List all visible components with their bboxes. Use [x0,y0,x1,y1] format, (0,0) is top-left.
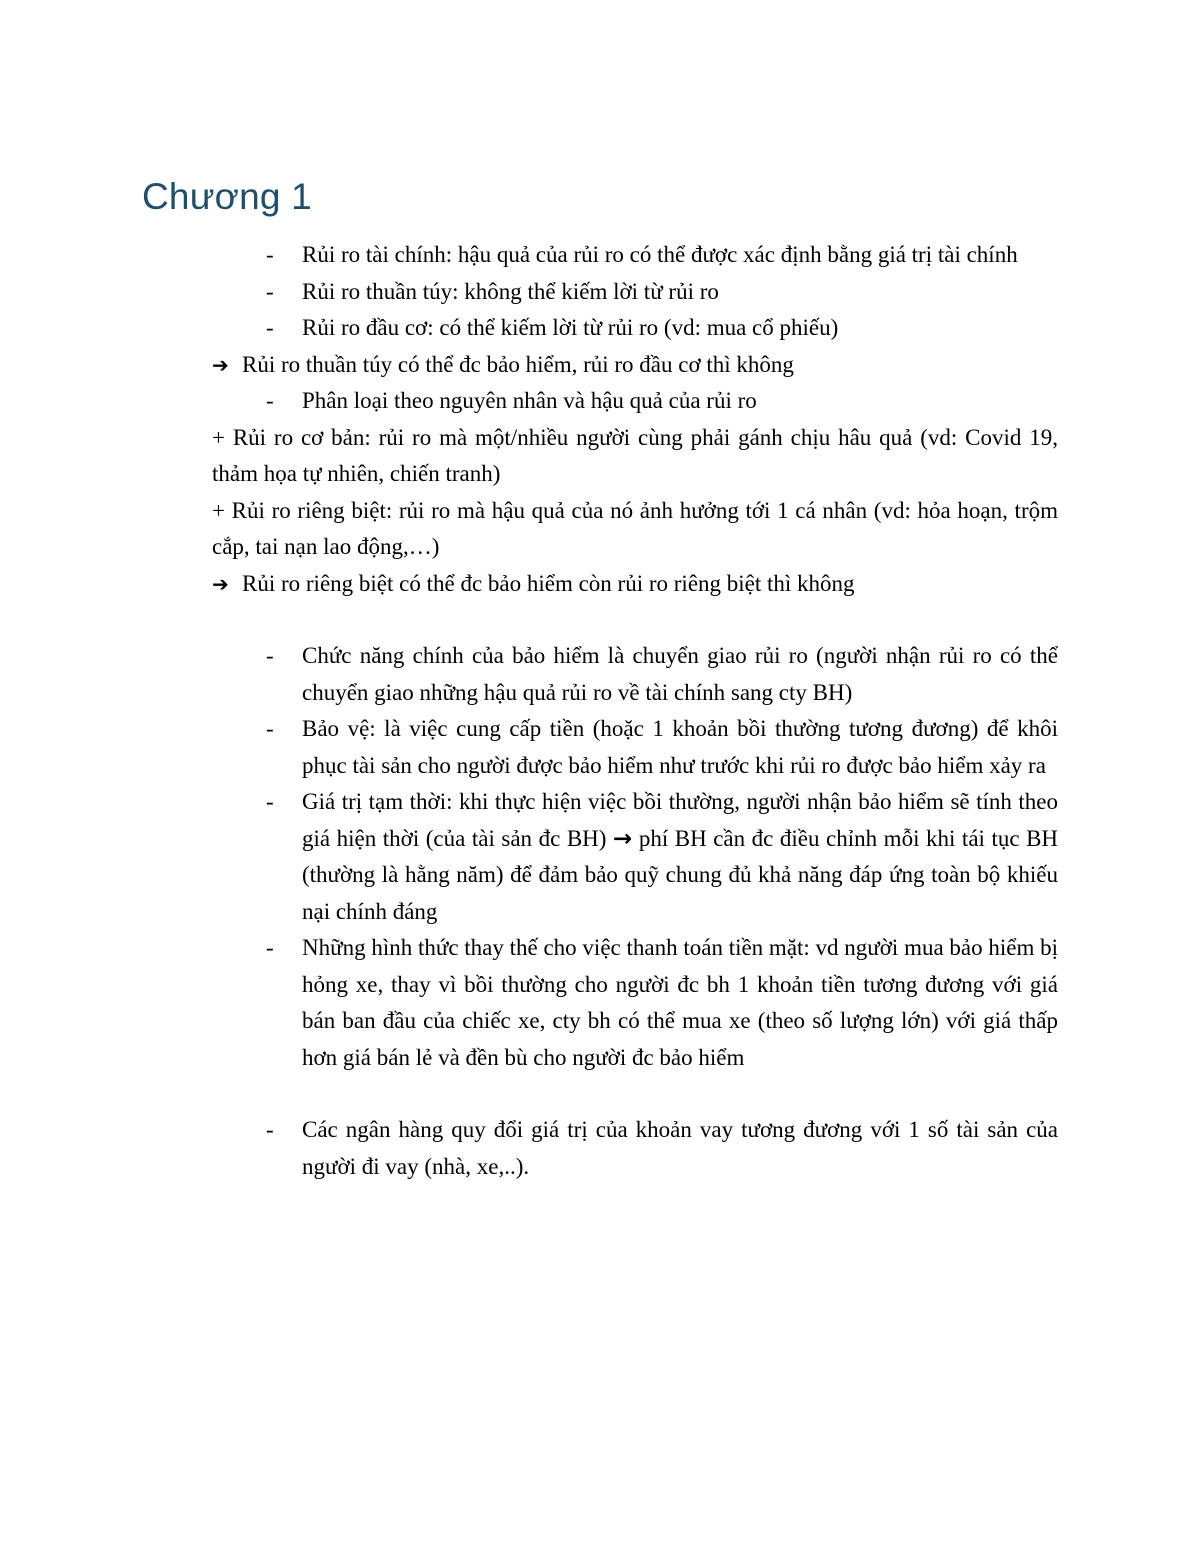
arrow-icon: ➔ [212,352,229,377]
dash-marker: - [266,242,274,267]
bullet-text: Những hình thức thay thế cho việc thanh toán tiền mặt: vd người mua bảo hiểm bị hỏng xe, thay vì bồi thường cho người đc bh 1 khoản tiền tương đương với giá bán ban đầu của chiếc xe, cty bh có thể mua xe (theo số lượng lớn) với giá thấp hơn giá bán lẻ và đền bù cho người đc bảo hiểm [302,935,1059,1070]
arrow-right-icon: → [612,825,633,852]
dash-marker: - [266,315,274,340]
conclusion-line [212,347,1058,384]
bullet-item [212,711,1058,784]
dash-marker: - [266,278,274,304]
conclusion-line [212,566,1058,603]
blank-line [212,602,1058,638]
bullet-text: Rủi ro tài chính: hậu quả của rủi ro có thể được xác định bằng giá trị tài chính [302,242,1018,267]
dash-marker: - [266,789,274,814]
sub-point: + Rủi ro riêng biệt: rủi ro mà hậu quả của nó ảnh hưởng tới 1 cá nhân (vd: hỏa hoạn, trộm cắp, tai nạn lao động,…) [212,497,1058,559]
dash-marker: - [266,1117,274,1142]
bullet-item [212,784,1058,930]
bullet-text: Rủi ro thuần túy: không thể kiếm lời từ rủi ro [302,278,719,304]
conclusion-text: Rủi ro riêng biệt có thể đc bảo hiểm còn rủi ro riêng biệt thì không [242,570,855,596]
bullet-item [212,274,1058,311]
conclusion-text: Rủi ro thuần túy có thể đc bảo hiểm, rủi ro đầu cơ thì không [242,351,794,377]
chapter-heading: Chương 1 [142,176,312,217]
bullet-item [212,237,1058,274]
bullet-item [212,310,1058,347]
document-body [212,237,1058,1185]
blank-line [212,1076,1058,1112]
bullet-text-continued: phí BH cần đc điều chỉnh mỗi khi tái tục BH (thường là hằng năm) để đảm bảo quỹ chung đủ khả năng đáp ứng toàn bộ khiếu nại chính đáng [302,825,1059,924]
bullet-text: Bảo vệ: là việc cung cấp tiền (hoặc 1 khoản bồi thường tương đương) để khôi phục tài sản cho người được bảo hiểm như trước khi rủi ro được bảo hiểm xảy ra [302,716,1058,778]
dash-marker: - [266,716,274,741]
bullet-text: Rủi ro đầu cơ: có thể kiếm lời từ rủi ro (vd: mua cổ phiếu) [302,315,839,340]
bullet-text: Các ngân hàng quy đổi giá trị của khoản vay tương đương với 1 số tài sản của người đi vay (nhà, xe,..). [302,1117,1058,1179]
arrow-icon: ➔ [212,571,229,596]
bullet-text: Phân loại theo nguyên nhân và hậu quả của rủi ro [302,388,757,413]
bullet-item [212,638,1058,711]
sub-point: + Rủi ro cơ bản: rủi ro mà một/nhiều người cùng phải gánh chịu hâu quả (vd: Covid 19, thảm họa tự nhiên, chiến tranh) [212,424,1058,486]
bullet-text: Chức năng chính của bảo hiểm là chuyển giao rủi ro (người nhận rủi ro có thể chuyển giao những hậu quả rủi ro về tài chính sang cty BH) [302,643,1058,705]
dash-marker: - [266,388,274,413]
bullet-item [212,383,1058,420]
dash-marker: - [266,935,274,960]
bullet-item [212,930,1058,1076]
bullet-text: Giá trị tạm thời: khi thực hiện việc bồi thường, người nhận bảo hiểm sẽ tính theo giá hiện thời (của tài sản đc BH) [302,789,1058,851]
dash-marker: - [266,643,274,668]
bullet-item [212,1112,1058,1185]
